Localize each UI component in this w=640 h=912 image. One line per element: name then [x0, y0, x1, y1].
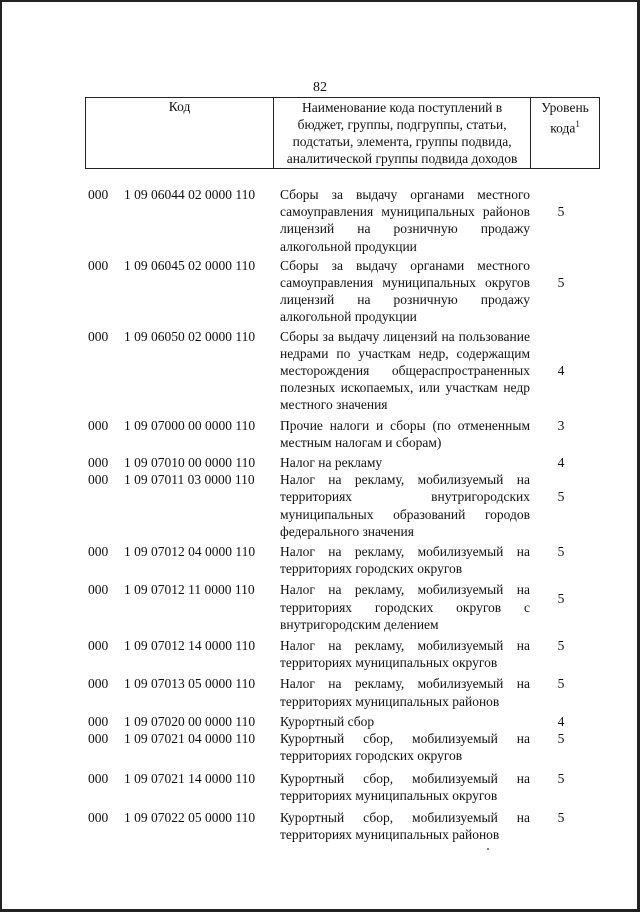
table-row — [88, 675, 600, 709]
table-row — [88, 713, 600, 730]
header-level-label: Уровень кода — [541, 100, 589, 136]
header-name-label: Наименование кода поступлений в бюджет, группы, подгруппы, статьи, подстатьи, элемента, группы подвида, аналитической группы подвида доходов — [286, 100, 518, 166]
table-row — [88, 186, 600, 255]
budget-classification-code: 1 09 07011 03 0000 110 — [124, 472, 255, 488]
admin-code: 000 — [88, 731, 109, 747]
revenue-name: Налог на рекламу, мобилизуемый на территориях муниципальных районов — [280, 676, 530, 709]
revenue-name: Сборы за выдачу органами местного самоуправления муниципальных районов лицензий на розничную продажу алкогольной продукции — [280, 187, 530, 254]
code-level: 5 — [557, 731, 565, 747]
table-header — [85, 97, 600, 169]
budget-classification-code: 1 09 07012 11 0000 110 — [124, 582, 255, 598]
code-level: 5 — [557, 809, 565, 825]
admin-code: 000 — [88, 417, 109, 433]
admin-code: 000 — [88, 638, 109, 654]
header-name — [274, 98, 531, 169]
revenue-name: Курортный сбор, мобилизуемый на территориях муниципальных районов — [280, 809, 530, 843]
code-level: 4 — [557, 713, 565, 729]
table-row — [88, 257, 600, 326]
scan-edge-top — [0, 0, 640, 2]
admin-code: 000 — [88, 257, 109, 273]
admin-code: 000 — [88, 472, 109, 488]
admin-code: 000 — [88, 676, 109, 692]
budget-classification-code: 1 09 06050 02 0000 110 — [124, 328, 256, 344]
table-row — [88, 417, 600, 451]
budget-classification-code: 1 09 06044 02 0000 110 — [124, 187, 256, 202]
scan-edge-left — [0, 0, 2, 912]
revenue-name: Налог на рекламу — [280, 455, 383, 471]
code-level: 5 — [557, 638, 565, 654]
code-level: 5 — [557, 676, 565, 692]
budget-classification-code: 1 09 07021 04 0000 110 — [124, 731, 256, 747]
header-level — [531, 98, 600, 169]
budget-classification-code: 1 09 07012 14 0000 110 — [124, 638, 256, 654]
revenue-name: Курортный сбор, мобилизуемый на территориях муниципальных округов — [280, 770, 530, 803]
budget-classification-code: 1 09 06045 02 0000 110 — [124, 257, 256, 273]
admin-code: 000 — [88, 455, 109, 471]
revenue-name: Налог на рекламу, мобилизуемый на территориях городских округов с внутригородским делением — [280, 582, 530, 632]
table-row — [88, 770, 600, 804]
budget-classification-code: 1 09 07022 05 0000 110 — [124, 809, 256, 825]
header-code — [86, 98, 274, 169]
code-level: 4 — [557, 455, 565, 471]
budget-classification-code: 1 09 07013 05 0000 110 — [124, 676, 256, 692]
revenue-name: Налог на рекламу, мобилизуемый на территориях муниципальных округов — [280, 638, 530, 671]
revenue-name: Курортный сбор, мобилизуемый на территориях городских округов — [280, 731, 530, 764]
admin-code: 000 — [88, 809, 109, 825]
code-level: 5 — [557, 591, 565, 607]
code-level: 3 — [557, 417, 565, 433]
header-level-footnote: 1 — [575, 119, 580, 129]
budget-classification-code: 1 09 07020 00 0000 110 — [124, 713, 256, 729]
table-row — [88, 581, 600, 633]
code-level: 5 — [557, 489, 565, 505]
page-number: 82 — [313, 80, 327, 95]
table-row — [88, 809, 600, 843]
admin-code: 000 — [88, 582, 109, 598]
table-body — [88, 186, 600, 843]
budget-classification-code: 1 09 07012 04 0000 110 — [124, 544, 256, 560]
table-row — [88, 637, 600, 671]
code-level: 4 — [557, 362, 565, 378]
admin-code: 000 — [88, 187, 109, 202]
admin-code: 000 — [88, 544, 109, 560]
table-row — [88, 454, 600, 471]
table-row — [88, 730, 600, 764]
header-code-label: Код — [168, 99, 191, 114]
budget-classification-code: 1 09 07000 00 0000 110 — [124, 417, 256, 433]
budget-classification-code: 1 09 07010 00 0000 110 — [124, 455, 256, 471]
budget-classification-code: 1 09 07021 14 0000 110 — [124, 770, 256, 786]
revenue-name: Налог на рекламу, мобилизуемый на территориях городских округов — [280, 544, 530, 577]
table-row — [88, 328, 600, 414]
scan-speck — [487, 848, 489, 850]
code-level: 5 — [557, 204, 565, 219]
revenue-name: Сборы за выдачу органами местного самоуправления муниципальных округов лицензий на розничную продажу алкогольной продукции — [280, 257, 530, 325]
table-row — [88, 543, 600, 577]
admin-code: 000 — [88, 328, 109, 344]
admin-code: 000 — [88, 770, 109, 786]
code-level: 5 — [557, 274, 565, 290]
code-level: 5 — [557, 770, 565, 786]
table-row — [88, 471, 600, 540]
revenue-name: Налог на рекламу, мобилизуемый на территориях внутригородских муниципальных образований городов федерального значения — [280, 472, 530, 539]
revenue-name: Курортный сбор — [280, 713, 375, 729]
admin-code: 000 — [88, 713, 109, 729]
revenue-name: Сборы за выдачу лицензий на пользование недрами по участкам недр, содержащим месторождения общераспространенных полезных ископаемых, или участкам недр местного значения — [280, 328, 530, 413]
code-level: 5 — [557, 544, 565, 560]
revenue-name: Прочие налоги и сборы (по отмененным местным налогам и сборам) — [280, 417, 530, 450]
